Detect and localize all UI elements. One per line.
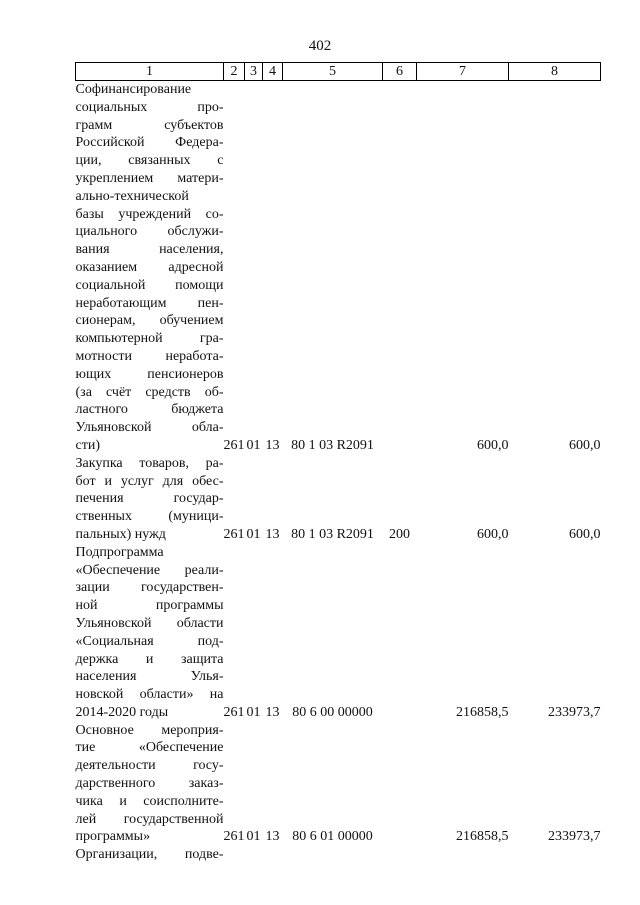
row-name-line: укреплением матери- — [75, 170, 224, 186]
column-header: 8 — [509, 63, 601, 81]
row-name-line: грамм субъектов — [75, 117, 224, 133]
row-name-line: ально-технической — [75, 188, 189, 204]
code-section: 01 — [246, 704, 261, 720]
table-row-partial — [76, 846, 601, 864]
amount-year-1: 600,0 — [477, 526, 509, 542]
code-target-article: 80 1 03 R2091 — [291, 437, 374, 453]
empty-cell — [245, 846, 263, 864]
code-expense-type — [383, 81, 417, 455]
column-header: 7 — [417, 63, 509, 81]
row-name-line: «Социальная под- — [75, 633, 224, 649]
table-row — [76, 81, 601, 455]
code-ministry: 261 — [223, 437, 245, 453]
column-header: 1 — [76, 63, 224, 81]
amount-year-2: 600,0 — [569, 526, 601, 542]
row-name-line: социальных про- — [75, 99, 224, 115]
row-name-line: ластного бюджета — [75, 402, 224, 418]
row-name-line: пальных) нужд — [75, 526, 166, 542]
column-header: 6 — [383, 63, 417, 81]
code-expense-type: 200 — [389, 526, 410, 542]
code-target-article: 80 6 01 00000 — [292, 829, 373, 845]
row-name-line: Российской Федера- — [75, 135, 224, 151]
row-name-line: новской области» на — [75, 687, 224, 703]
row-name-line: циального обслужи- — [75, 224, 224, 240]
column-number-row — [76, 63, 601, 81]
amount-year-2: 600,0 — [569, 437, 601, 453]
row-name — [76, 455, 224, 544]
column-header: 5 — [283, 63, 383, 81]
amount-year-2: 233973,7 — [548, 829, 601, 845]
row-name-line: бот и услуг для обес- — [75, 473, 224, 489]
row-name-line: социальной помощи — [75, 277, 224, 293]
empty-cell — [417, 846, 509, 864]
row-name-line: Подпрограмма — [75, 544, 164, 560]
row-name — [76, 81, 224, 455]
row-name-line: (за счёт средств об- — [75, 384, 224, 400]
code-expense-type — [383, 722, 417, 847]
row-name — [76, 544, 224, 722]
row-name-line: вания населения, — [75, 242, 224, 258]
amount-year-1: 600,0 — [477, 437, 509, 453]
row-name — [76, 722, 224, 847]
amount-year-1: 216858,5 — [456, 829, 509, 845]
amount-year-1: 216858,5 — [456, 704, 509, 720]
column-header: 2 — [224, 63, 245, 81]
code-target-article: 80 1 03 R2091 — [291, 526, 374, 542]
table-row — [76, 722, 601, 847]
empty-cell — [224, 846, 245, 864]
row-name-line: «Обеспечение реали- — [75, 562, 224, 578]
row-name-line: Организации, подве- — [75, 847, 224, 863]
amount-year-2: 233973,7 — [548, 704, 601, 720]
empty-cell — [263, 846, 283, 864]
row-name-line: держка и защита — [75, 651, 224, 667]
code-subsection: 13 — [265, 829, 280, 845]
empty-cell — [283, 846, 383, 864]
row-name-line: ственных (муници- — [75, 509, 224, 525]
row-name-line: Ульяновской области — [75, 615, 224, 631]
code-section: 01 — [246, 829, 261, 845]
table-row — [76, 455, 601, 544]
row-name-line: программы» — [75, 829, 151, 845]
row-name-line: компьютерной гра- — [75, 331, 224, 347]
code-subsection: 13 — [265, 526, 280, 542]
row-name-line: Софинансирование — [75, 82, 192, 97]
code-subsection: 13 — [265, 437, 280, 453]
code-section: 01 — [246, 526, 261, 542]
table-row — [76, 544, 601, 722]
row-name-line: сионерам, обучением — [75, 313, 224, 329]
empty-cell — [509, 846, 601, 864]
empty-cell — [383, 846, 417, 864]
budget-table — [75, 62, 601, 864]
table-header — [76, 63, 601, 81]
row-name-line: базы учреждений со- — [75, 206, 224, 222]
row-name-line: ции, связанных с — [75, 153, 224, 169]
code-subsection: 13 — [265, 704, 280, 720]
row-name-line: ющих пенсионеров — [75, 366, 224, 382]
row-name-line: сти) — [75, 437, 100, 453]
row-name-line: Ульяновской обла- — [75, 420, 224, 436]
code-ministry: 261 — [223, 829, 245, 845]
row-name-line: мотности неработа- — [75, 348, 224, 364]
row-name-line: ной программы — [75, 598, 224, 614]
row-name-line: чика и соисполните- — [75, 793, 224, 809]
column-header: 3 — [245, 63, 263, 81]
row-name-line: лей государственной — [75, 811, 224, 827]
row-name-line: зации государствен- — [75, 580, 224, 596]
code-expense-type — [383, 544, 417, 722]
row-name-line: деятельности госу- — [75, 758, 224, 774]
row-name-line: Закупка товаров, ра- — [75, 455, 224, 471]
code-ministry: 261 — [223, 526, 245, 542]
row-name-line: Основное мероприя- — [75, 722, 224, 738]
code-target-article: 80 6 00 00000 — [292, 704, 373, 720]
row-name-line: оказанием адресной — [75, 259, 224, 275]
row-name-line: тие «Обеспечение — [75, 740, 224, 756]
row-name — [76, 846, 224, 864]
table-body — [76, 81, 601, 865]
row-name-line: печения государ- — [75, 491, 224, 507]
page-number: 402 — [308, 38, 332, 54]
row-name-line: неработающим пен- — [75, 295, 224, 311]
code-section: 01 — [246, 437, 261, 453]
code-ministry: 261 — [223, 704, 245, 720]
column-header: 4 — [263, 63, 283, 81]
row-name-line: 2014-2020 годы — [75, 704, 169, 720]
row-name-line: дарственного заказ- — [75, 776, 224, 792]
row-name-line: населения Улья- — [75, 669, 224, 685]
